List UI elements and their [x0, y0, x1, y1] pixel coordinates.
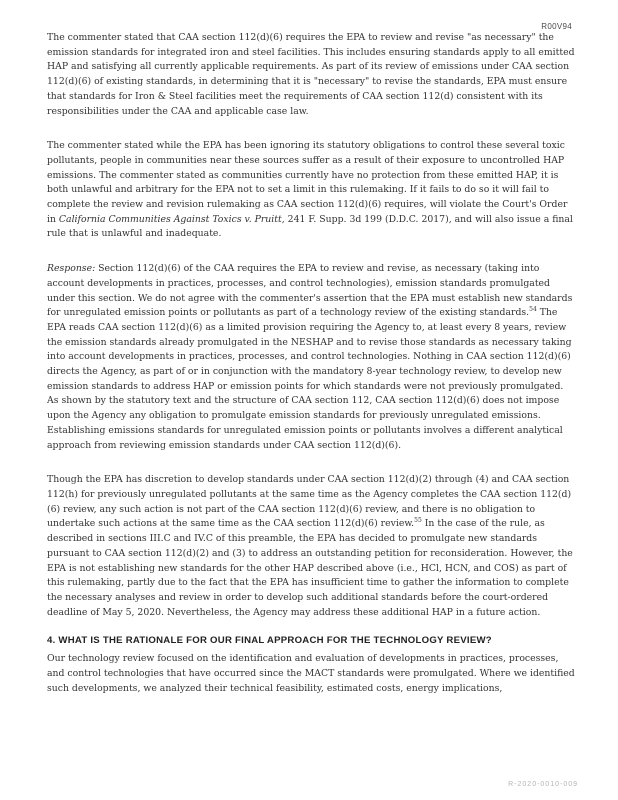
- document-id: R00V94: [541, 22, 572, 31]
- paragraph-text-continued: , 241 F. Supp. 3d 199 (D.D.C. 2017), and will also issue a final rule that is unlawful and inadequate.: [47, 213, 573, 240]
- paragraph-text-continued: The EPA reads CAA section 112(d)(6) as a limited provision requiring the Agency to, at least every 8 years, review the emission standards already promulgated in the NESHAP and to revise those standards as necessary taking into account developments in practices, processes, and control technologies. Nothing in CAA section 112(d)(6) directs the Agency, as part of or in conjunction with the mandatory 8-year technology review, to develop new emission standards to address HAP or emission points for which standards were not previously promulgated. As shown by the statutory text and the structure of CAA section 112, CAA section 112(d)(6) does not impose upon the Agency any obligation to promulgate emission standards for previously unregulated emissions. Establishing emissions standards for unregulated emission points or pollutants involves a different analytical approach from reviewing emission standards under CAA section 112(d)(6).: [47, 307, 572, 451]
- paragraph-discretion: [47, 473, 577, 620]
- paragraph-text: The commenter stated while the EPA has been ignoring its statutory obligations to control these several toxic pollutants, people in communities near these sources suffer as a result of their exposure to uncontrolled HAP emissions. The commenter stated as communities currently have no protection from these emitted HAP, it is both unlawful and arbitrary for the EPA not to set a limit in this rulemaking. If it fails to do so it will fail to complete the review and revision rulemaking as CAA section 112(d)(6) requires, will violate the Court's Order in: [47, 140, 568, 225]
- section-heading: 4. WHAT IS THE RATIONALE FOR OUR FINAL APPROACH FOR THE TECHNOLOGY REVIEW?: [47, 635, 492, 647]
- paragraph-text: Our technology review focused on the identification and evaluation of developments in practices, processes, and control technologies that have occurred since the MACT standards were promulgated. Where we identified such developments, we analyzed their technical feasibility, estimated costs, energy implications,: [47, 653, 575, 694]
- document-body: [47, 31, 577, 716]
- paragraph-commenter-statement-2: [47, 139, 577, 242]
- paragraph-text: Section 112(d)(6) of the CAA requires the EPA to review and revise, as necessary (taking into account developments in practices, processes, and control technologies), emission standards promulgated under this section. We do not agree with the commenter's assertion that the EPA must establish new standards for unregulated emission points or pollutants as part of a technology review of the existing standards.: [47, 263, 573, 319]
- paragraph-technology-review: [47, 652, 577, 696]
- paragraph-text: The commenter stated that CAA section 112(d)(6) requires the EPA to review and revise "as necessary" the emission standards for integrated iron and steel facilities. This includes ensuring standards apply to all emitted HAP and satisfying all currently applicable requirements. As part of its review of emissions under CAA section 112(d)(6) of existing standards, in determining that it is "necessary" to revise the standards, EPA must ensure that standards for Iron & Steel facilities meet the requirements of CAA section 112(d) consistent with its responsibilities under the CAA and applicable case law.: [47, 32, 575, 117]
- response-label: Response:: [47, 263, 96, 275]
- case-citation: California Communities Against Toxics v. Pruitt: [58, 213, 282, 225]
- footnote-marker[interactable]: 55: [414, 517, 422, 525]
- paragraph-response: [47, 262, 577, 453]
- page-footer: R-2020-0010-009: [508, 781, 578, 788]
- footnote-marker[interactable]: 54: [529, 306, 537, 314]
- paragraph-text-continued: In the case of the rule, as described in sections III.C and IV.C of this preamble, the EPA has decided to promulgate new standards pursuant to CAA section 112(d)(2) and (3) to address an outstanding petition for reconsideration. However, the EPA is not establishing new standards for the other HAP described above (i.e., HCl, HCN, and COS) as part of this rulemaking, partly due to the fact that the EPA has insufficient time to gather the information to complete the necessary analyses and review in order to develop such additional standards before the court-ordered deadline of May 5, 2020. Nevertheless, the Agency may address these additional HAP in a future action.: [47, 518, 573, 618]
- paragraph-text: Though the EPA has discretion to develop standards under CAA section 112(d)(2) through (4) and CAA section 112(h) for previously unregulated pollutants at the same time as the Agency completes the CAA section 112(d)(6) review, any such action is not part of the CAA section 112(d)(6) review, and there is no obligation to undertake such actions at the same time as the CAA section 112(d)(6) review.: [47, 474, 572, 530]
- paragraph-commenter-statement-1: [47, 31, 577, 119]
